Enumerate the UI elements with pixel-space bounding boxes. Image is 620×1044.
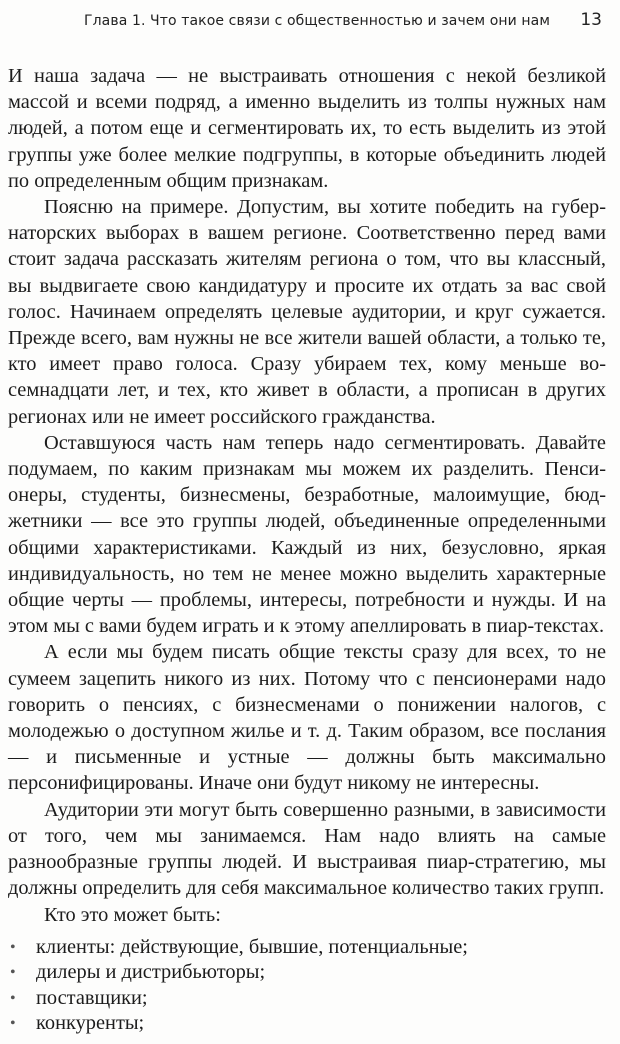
chapter-title: Глава 1. Что такое связи с общественностью и зачем они нам bbox=[84, 13, 551, 29]
list-item-text: клиенты: действующие, бывшие, потенциальные; bbox=[36, 935, 468, 958]
list-item bbox=[8, 960, 606, 986]
list-item-text: поставщики; bbox=[36, 986, 148, 1009]
running-header bbox=[84, 10, 604, 34]
bullet-icon: • bbox=[10, 938, 16, 956]
bullet-icon: • bbox=[10, 964, 16, 982]
body-text bbox=[8, 63, 606, 1037]
list-item bbox=[8, 986, 606, 1012]
list-item-text: конкуренты; bbox=[36, 1012, 145, 1035]
paragraph: Аудитории эти могут быть совершенно разными, в зависимости от того, чем мы занимаемся. Нам надо влиять на самые разнообразные группы людей. И выстраивая пиар-стратегию, мы должны определить для себя максимальное количество таких групп. bbox=[8, 798, 606, 900]
paragraph: А если мы будем писать общие тексты сразу для всех, то не сумеем зацепить никого из них. Потому что с пенсионерами надо говорить о пенсиях, с бизнесменами о понижении налогов, с молодежью о доступном жилье и т. д. Таким образом, все послания — и письменные и устные — должны быть максимально персонифицированы. Иначе они будут никому не интересны. bbox=[8, 641, 606, 795]
paragraph: Оставшуюся часть нам теперь надо сегментировать. Давайте подумаем, по каким признакам мы можем их разделить. Пенсионеры, студенты, бизнесмены, безработные, малоимущие, бюджетники — все это группы людей, объединенные определенными общими характеристиками. Каждый из них, безусловно, яркая индивидуальность, но тем не менее можно выделить характерные общие черты — проблемы, интересы, потребности и нужды. И на этом мы с вами будем играть и к этому апеллировать в пиар-текстах. bbox=[8, 431, 606, 638]
paragraph: И наша задача — не выстраивать отношения с некой безликой массой и всеми подряд, а именно выделить из толпы нужных нам людей, а потом еще и сегментировать их, то есть выделить из этой группы уже более мелкие подгруппы, в которые объединить людей по определенным общим признакам. bbox=[8, 65, 606, 192]
paragraph: Поясню на примере. Допустим, вы хотите победить на губернаторских выборах в вашем регионе. Соответственно перед вами стоит задача рассказать жителям региона о том, что вы классный, вы выдвигаете свою кандидатуру и просите их отдать за вас свой голос. Начинаем определять целевые аудитории, и круг сужается. Прежде всего, вам нужны не все жители вашей области, а только те, кто имеет право голоса. Сразу убираем тех, кому меньше восемнадцати лет, и тех, кто живет в области, а прописан в других регионах или не имеет российского гражданства. bbox=[8, 196, 606, 428]
bullet-icon: • bbox=[10, 1015, 16, 1033]
list-item bbox=[8, 1011, 606, 1037]
bullet-icon: • bbox=[10, 989, 16, 1007]
page-number: 13 bbox=[580, 10, 602, 30]
list-item-text: дилеры и дистрибьюторы; bbox=[36, 961, 266, 984]
list-item bbox=[8, 935, 606, 961]
paragraph: Кто это может быть: bbox=[44, 903, 221, 926]
bullet-list bbox=[8, 935, 606, 1037]
